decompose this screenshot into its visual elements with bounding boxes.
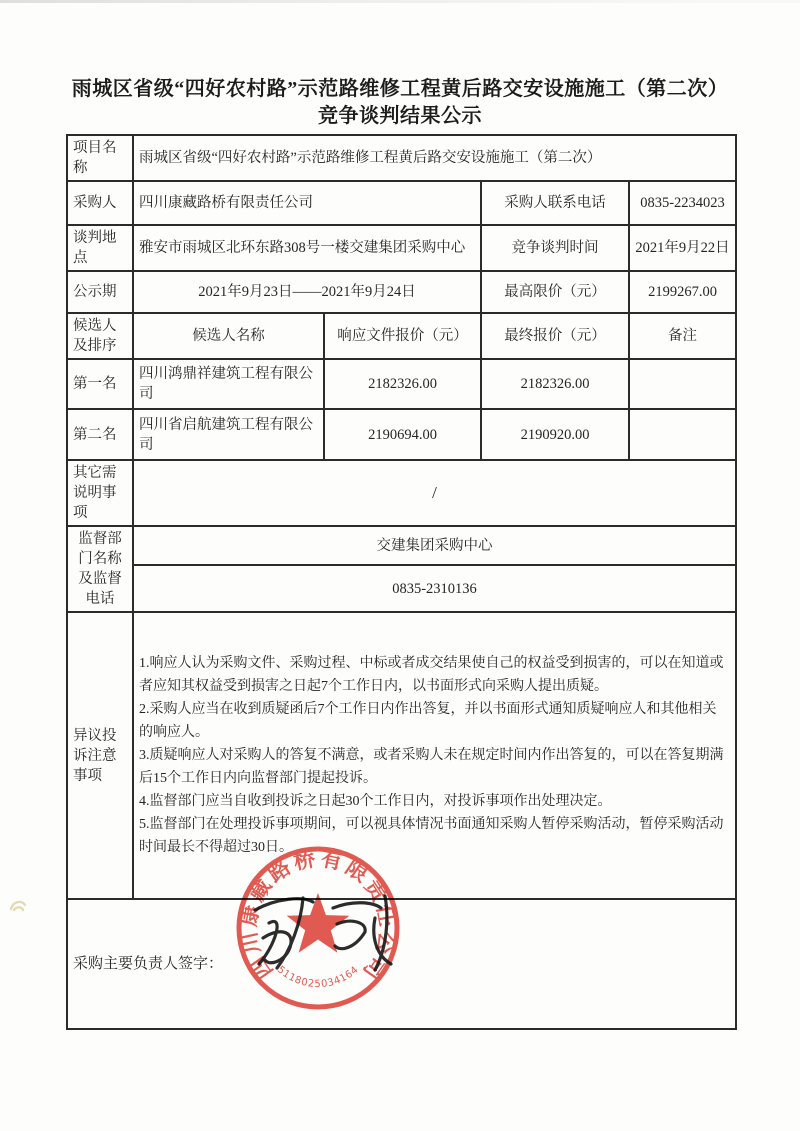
candidate-rank: 第一名 xyxy=(67,359,133,409)
scan-smudge-artifact xyxy=(6,896,30,916)
table-row-candidate-2 xyxy=(67,409,736,460)
seal-number-text: 5118025034164 xyxy=(274,963,363,991)
candidate-final-price: 2182326.00 xyxy=(481,359,629,409)
table-row-other-notes xyxy=(67,460,736,526)
table-row-purchaser xyxy=(67,181,736,225)
other-notes-value: / xyxy=(133,460,736,526)
signature-label: 采购主要负责人签字： xyxy=(73,956,224,972)
location-label: 谈判地点 xyxy=(67,225,133,271)
scan-edge-artifact xyxy=(0,0,800,3)
negotiation-time-value: 2021年9月22日 xyxy=(629,225,736,271)
purchaser-label: 采购人 xyxy=(67,181,133,225)
price-limit-label: 最高限价（元） xyxy=(481,271,629,313)
publicity-value: 2021年9月23日——2021年9月24日 xyxy=(133,271,481,313)
candidate-remark xyxy=(629,409,736,460)
purchaser-value: 四川康藏路桥有限责任公司 xyxy=(133,181,481,225)
candidate-response-price: 2190694.00 xyxy=(324,409,481,460)
project-label: 项目名称 xyxy=(67,135,133,181)
price-limit-value: 2199267.00 xyxy=(629,271,736,313)
table-row-supervision-phone xyxy=(67,565,736,612)
supervision-phone: 0835-2310136 xyxy=(133,565,736,612)
table-row-project xyxy=(67,135,736,181)
candidates-name-header: 候选人名称 xyxy=(133,313,324,359)
negotiation-time-label: 竞争谈判时间 xyxy=(481,225,629,271)
candidates-rank-header: 候选人及排序 xyxy=(67,313,133,359)
objection-item-4: 4.监督部门应当自收到投诉之日起30个工作日内，对投诉事项作出处理决定。 xyxy=(139,794,612,809)
candidate-rank: 第二名 xyxy=(67,409,133,460)
table-row-candidate-1 xyxy=(67,359,736,409)
candidate-name: 四川省启航建筑工程有限公司 xyxy=(133,409,324,460)
objection-item-5: 5.监督部门在处理投诉事项期间，可以视具体情况书面通知采购人暂停采购活动，暂停采购活动时间最长不得超过30日。 xyxy=(139,817,724,855)
candidates-remark-header: 备注 xyxy=(629,313,736,359)
supervision-department: 交建集团采购中心 xyxy=(133,526,736,565)
other-notes-label: 其它需说明事项 xyxy=(67,460,133,526)
objection-item-3: 3.质疑响应人对采购人的答复不满意，或者采购人未在规定时间内作出答复的，可以在答复期满后15个工作日内向监督部门提起投诉。 xyxy=(139,748,724,786)
signature-cell xyxy=(67,899,736,1029)
objection-label: 异议投诉注意事项 xyxy=(67,612,133,899)
table-row-candidates-header xyxy=(67,313,736,359)
candidates-response-price-header: 响应文件报价（元） xyxy=(324,313,481,359)
purchaser-phone-label: 采购人联系电话 xyxy=(481,181,629,225)
candidate-final-price: 2190920.00 xyxy=(481,409,629,460)
result-table xyxy=(66,134,737,1030)
project-value: 雨城区省级“四好农村路”示范路维修工程黄后路交安设施施工（第二次） xyxy=(133,135,736,181)
publicity-label: 公示期 xyxy=(67,271,133,313)
purchaser-phone-value: 0835-2234023 xyxy=(629,181,736,225)
candidate-remark xyxy=(629,359,736,409)
candidate-name: 四川鸿鼎祥建筑工程有限公司 xyxy=(133,359,324,409)
objection-item-1: 1.响应人认为采购文件、采购过程、中标或者成交结果使自己的权益受到损害的，可以在知道或者应知其权益受到损害之日起7个工作日内，以书面形式向采购人提出质疑。 xyxy=(139,656,724,694)
seal-company-text: 四川康藏路桥有限责任公司 xyxy=(236,846,400,984)
objection-item-2: 2.采购人应当在收到质疑函后7个工作日内作出答复，并以书面形式通知质疑响应人和其他相关的响应人。 xyxy=(139,702,717,740)
table-row-objection xyxy=(67,612,736,899)
table-row-publicity xyxy=(67,271,736,313)
candidates-final-price-header: 最终报价（元） xyxy=(481,313,629,359)
location-value: 雅安市雨城区北环东路308号一楼交建集团采购中心 xyxy=(133,225,481,271)
table-row-signature xyxy=(67,899,736,1029)
objection-body xyxy=(133,612,736,899)
supervision-label: 监督部门名称及监督电话 xyxy=(67,526,133,612)
document-title xyxy=(40,76,760,130)
table-row-location xyxy=(67,225,736,271)
document-title-line1: 雨城区省级“四好农村路”示范路维修工程黄后路交安设施施工（第二次） xyxy=(71,78,729,100)
candidate-response-price: 2182326.00 xyxy=(324,359,481,409)
document-title-line2: 竞争谈判结果公示 xyxy=(318,105,482,127)
table-row-supervision-dept xyxy=(67,526,736,565)
